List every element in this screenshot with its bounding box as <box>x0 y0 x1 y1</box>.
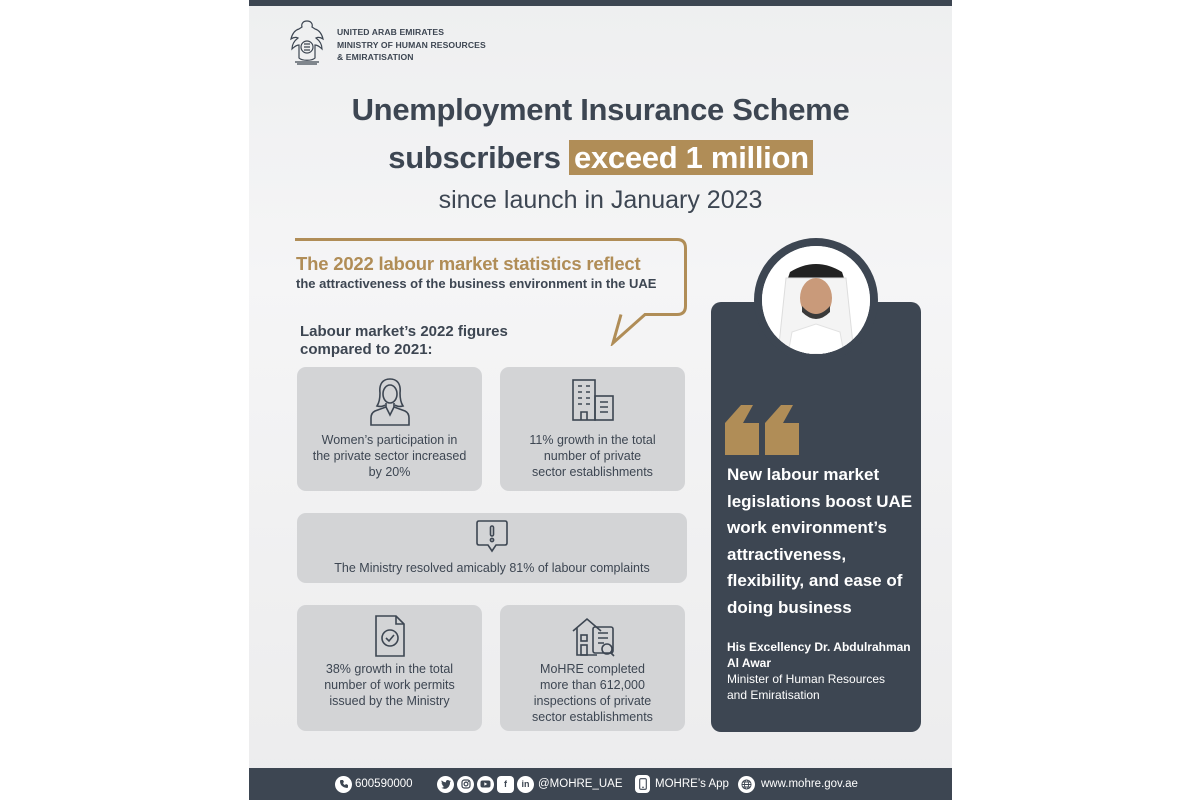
stat-card-women <box>297 367 482 491</box>
stat-text-complaints <box>297 560 687 576</box>
stat-line: Women’s participation in <box>321 433 458 447</box>
ministry-line-2: MINISTRY OF HUMAN RESOURCES <box>337 39 486 50</box>
footer-app[interactable] <box>635 768 729 800</box>
instagram-icon[interactable] <box>457 776 474 793</box>
footer-phone[interactable] <box>335 768 413 800</box>
stat-line: MoHRE completed <box>540 662 645 676</box>
stat-line: the private sector increased <box>312 449 467 463</box>
phone-number: 600590000 <box>355 778 413 790</box>
stat-text-women <box>297 432 482 480</box>
title-line-2 <box>249 140 952 176</box>
infographic-poster <box>249 0 952 800</box>
uae-emblem-icon <box>287 18 327 66</box>
quote-author-name <box>727 640 917 671</box>
title-line-2-plain: subscribers <box>388 140 561 175</box>
app-label: MOHRE’s App <box>655 778 729 790</box>
footer-bar <box>249 768 952 800</box>
website-url: www.mohre.gov.ae <box>761 778 858 790</box>
author-name-line-2: Al Awar <box>727 655 772 670</box>
stat-line: issued by the Ministry <box>329 694 450 708</box>
stat-card-complaints <box>297 513 687 583</box>
minister-portrait <box>762 246 870 354</box>
footer-website[interactable] <box>738 768 858 800</box>
stat-line: sector establishments <box>532 465 653 479</box>
figures-heading-line-1: Labour market’s 2022 figures <box>300 323 508 340</box>
ministry-line-1: UNITED ARAB EMIRATES <box>337 27 445 37</box>
twitter-icon[interactable] <box>437 776 454 793</box>
complaint-icon <box>474 518 510 556</box>
top-accent-bar <box>249 0 952 6</box>
stat-line: inspections of private <box>533 694 652 708</box>
ministry-name <box>337 26 486 64</box>
quote-author-role <box>727 672 917 703</box>
inspection-icon <box>569 613 617 659</box>
title-highlight: exceed 1 million <box>569 140 813 175</box>
building-icon <box>569 376 617 424</box>
quote-text: New labour market legislations boost UAE work environment’s attractiveness, flexibility, and ease of doing business <box>727 465 913 617</box>
phone-icon <box>335 776 352 793</box>
bubble-subheading: the attractiveness of the business environment in the UAE <box>296 276 657 291</box>
stat-line: 38% growth in the total <box>325 662 454 676</box>
social-handle: @MOHRE_UAE <box>538 778 623 790</box>
author-role-line-2: and Emiratisation <box>727 687 820 702</box>
ministry-line-3: & EMIRATISATION <box>337 52 414 62</box>
figures-heading-line-2: compared to 2021: <box>300 341 433 358</box>
stat-line: number of work permits <box>324 678 455 692</box>
stat-text-establishments <box>500 432 685 480</box>
youtube-icon[interactable] <box>477 776 494 793</box>
author-name-line-1: His Excellency Dr. Abdulrahman <box>727 640 911 654</box>
stat-line: number of private <box>543 449 642 463</box>
bubble-heading: The 2022 labour market statistics reflect <box>296 253 641 274</box>
stat-line: The Ministry resolved amicably 81% of labour complaints <box>334 561 650 575</box>
author-role-line-1: Minister of Human Resources <box>727 672 886 686</box>
mobile-app-icon <box>635 775 650 793</box>
stat-card-inspections <box>500 605 685 731</box>
stat-line: 11% growth in the total <box>529 433 656 447</box>
title-line-1: Unemployment Insurance Scheme <box>351 92 850 127</box>
stat-card-establishments <box>500 367 685 491</box>
footer-socials <box>437 768 623 800</box>
minister-portrait-illustration <box>762 246 870 354</box>
stat-line: by 20% <box>368 465 411 479</box>
stat-text-inspections <box>500 661 685 725</box>
quote-marks-icon <box>725 405 801 455</box>
figures-heading <box>300 323 508 359</box>
stat-line: sector establishments <box>532 710 653 724</box>
globe-icon <box>738 776 755 793</box>
stat-text-work-permits <box>297 661 482 709</box>
woman-icon <box>367 375 413 427</box>
title-line-3: since launch in January 2023 <box>438 186 763 214</box>
linkedin-icon[interactable]: in <box>517 776 534 793</box>
permit-icon <box>370 613 410 659</box>
stat-card-work-permits <box>297 605 482 731</box>
stat-line: more than 612,000 <box>540 678 645 692</box>
facebook-icon[interactable]: f <box>497 776 514 793</box>
